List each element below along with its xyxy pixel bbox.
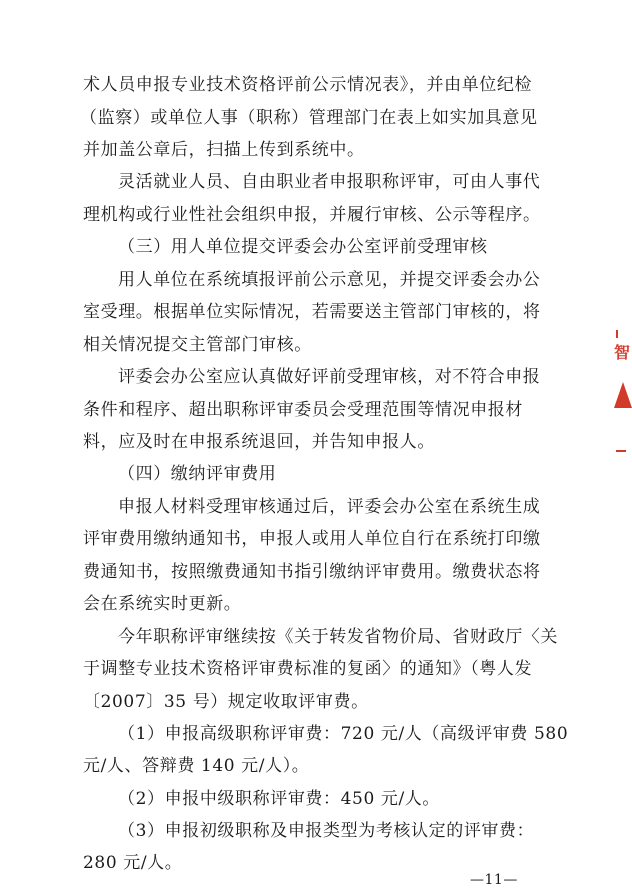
section-heading-3	[0, 233, 632, 261]
mark-glyph: 智	[614, 343, 631, 362]
text: 用人单位在系统填报评前公示意见，并提交评委会办公	[118, 270, 541, 290]
text: 理机构或行业性社会组织申报，并履行审核、公示等程序。	[83, 205, 541, 225]
body-line	[0, 363, 632, 391]
body-line	[0, 331, 632, 359]
body-line	[0, 525, 632, 553]
body-line	[0, 136, 632, 164]
text: 〔2007〕35 号）规定收取评审费。	[83, 692, 369, 712]
heading-text: （四）缴纳评审费用	[118, 464, 277, 484]
body-line	[0, 201, 632, 229]
fee-line	[0, 785, 632, 813]
text: 灵活就业人员、自由职业者申报职称评审，可由人事代	[118, 172, 541, 192]
body-line	[0, 71, 632, 99]
body-line	[0, 688, 632, 716]
text: 280 元/人。	[83, 853, 183, 873]
page-number: —11—	[470, 872, 518, 888]
body-line	[0, 428, 632, 456]
text: 费通知书，按照缴费通知书指引缴纳评审费用。缴费状态将	[83, 562, 541, 582]
text: 并加盖公章后，扫描上传到系统中。	[83, 140, 365, 160]
fee-line	[0, 720, 632, 748]
text: （2）申报中级职称评审费：450 元/人。	[118, 789, 440, 809]
text: 相关情况提交主管部门审核。	[83, 335, 312, 355]
body-line	[0, 396, 632, 424]
mark-bar	[616, 330, 618, 338]
text: 会在系统实时更新。	[83, 594, 242, 614]
body-line	[0, 493, 632, 521]
body-line	[0, 266, 632, 294]
fee-line	[0, 752, 632, 780]
body-line	[0, 623, 632, 651]
text: 室受理。根据单位实际情况，若需要送主管部门审核的，将	[83, 302, 541, 322]
body-line	[0, 558, 632, 586]
text: 申报人材料受理审核通过后，评委会办公室在系统生成	[118, 497, 541, 517]
mark-tick	[616, 450, 626, 452]
text: （监察）或单位人事（职称）管理部门在表上如实加具意见	[80, 108, 538, 128]
heading-text: （三）用人单位提交评委会办公室评前受理审核	[118, 237, 488, 257]
text: （3）申报初级职称及申报类型为考核认定的评审费：	[118, 821, 535, 841]
text: 于调整专业技术资格评审费标准的复函〉的通知》（粤人发	[83, 659, 533, 679]
fee-line	[0, 817, 632, 845]
side-bookmark-mark	[610, 330, 632, 460]
body-line	[0, 104, 632, 132]
text: （1）申报高级职称评审费：720 元/人（高级评审费 580	[118, 724, 569, 744]
text: 今年职称评审继续按《关于转发省物价局、省财政厅〈关	[118, 627, 558, 647]
body-line	[0, 590, 632, 618]
text: 条件和程序、超出职称评审委员会受理范围等情况申报材	[83, 400, 523, 420]
text: 元/人、答辩费 140 元/人）。	[83, 756, 310, 776]
body-line	[0, 298, 632, 326]
text: 评审费用缴纳通知书，申报人或用人单位自行在系统打印缴	[83, 529, 541, 549]
text: 评委会办公室应认真做好评前受理审核，对不符合申报	[118, 367, 541, 387]
body-line	[0, 655, 632, 683]
section-heading-4	[0, 460, 632, 488]
body-line	[0, 168, 632, 196]
text: 术人员申报专业技术资格评前公示情况表》，并由单位纪检	[83, 75, 533, 95]
text: 料，应及时在申报系统退回，并告知申报人。	[83, 432, 435, 452]
fee-line	[0, 849, 632, 877]
triangle-icon	[614, 382, 632, 408]
